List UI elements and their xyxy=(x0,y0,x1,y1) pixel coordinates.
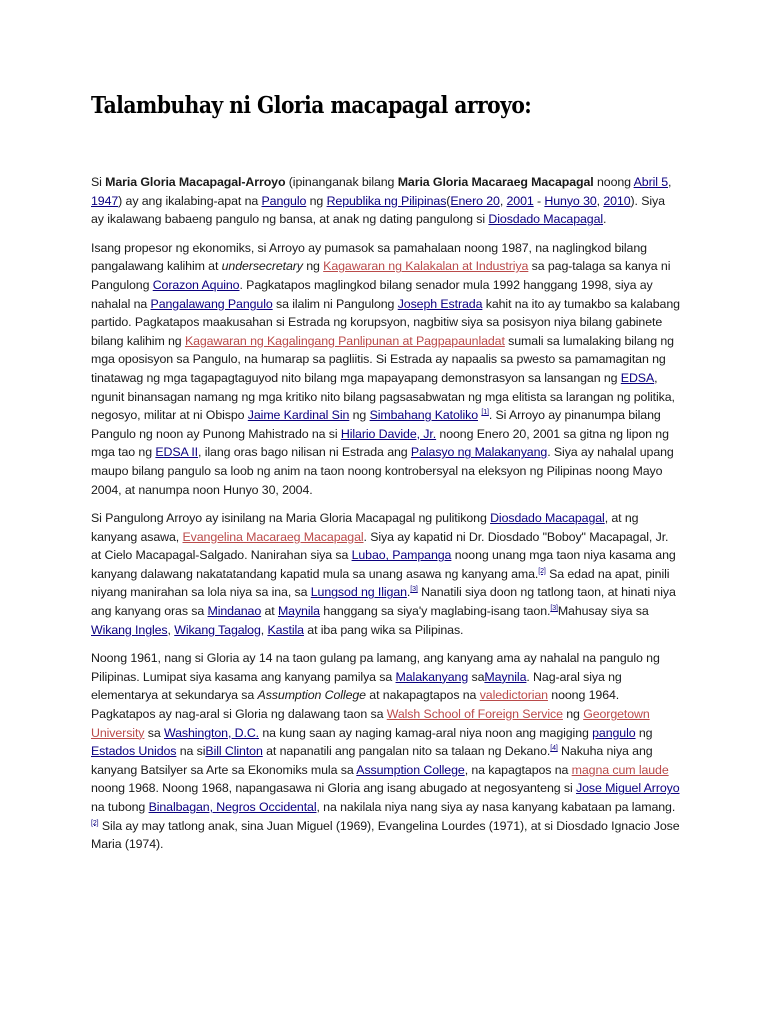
wiki-link[interactable]: Diosdado Macapagal xyxy=(490,511,605,526)
wiki-link[interactable]: Pangulo xyxy=(261,193,307,208)
wiki-redlink[interactable]: Kagawaran ng Kalakalan at Industriya xyxy=(323,259,529,274)
citation-link[interactable]: [3] xyxy=(410,586,418,594)
wiki-link[interactable]: Simbahang Katoliko xyxy=(369,408,478,423)
wiki-link[interactable]: Maynila xyxy=(277,604,320,619)
text-run: na tubong xyxy=(91,800,149,814)
text-run: ) ay ang ikalabing-apat na xyxy=(118,193,262,208)
citation-superscript xyxy=(550,745,557,752)
wiki-link[interactable]: Pangalawang Pangulo xyxy=(150,296,273,311)
text-run: ng xyxy=(635,725,653,740)
citation-link[interactable]: [1] xyxy=(481,409,489,416)
text-run: , na nakilala niya nang siya ay nasa kanyang kabataan pa lamang. xyxy=(316,800,676,814)
text-run: . Siya ay nahalal upang maupo bilang pangulo sa loob ng anim na taon noong kontrobersyal na eleksyon ng Pilipinas noong Mayo 2004, at nanumpa noon Hunyo 30, 2004. xyxy=(91,445,674,497)
wiki-link[interactable]: Washington, D.C. xyxy=(163,725,260,740)
wiki-link[interactable]: Bill Clinton xyxy=(205,744,263,759)
text-run: sumali sa lumalaking bilang ng mga oposisyon sa Pangulo, na humarap sa pagliitis. Si Estrada ay napaalis sa pwesto sa pamamagitan ng tinatawag ng mga tagapagtaguyod nito bilang mga mapayapang demonstrasyon sa lansangan ng xyxy=(91,333,674,385)
text-run: Mahusay siya sa xyxy=(557,604,649,619)
text-run: noong unang mga taon niya kasama ang kanyang dalawang nakatatandang kapatid mula sa unang asawa ng kanyang ama. xyxy=(91,548,676,581)
citation-link[interactable]: [4] xyxy=(550,745,558,753)
wiki-link[interactable]: Enero 20 xyxy=(450,193,500,208)
wiki-link[interactable]: Jose Miguel Arroyo xyxy=(575,781,680,796)
text-run: , at ng kanyang asawa, xyxy=(91,511,639,544)
wiki-link[interactable]: Jaime Kardinal Sin xyxy=(247,408,350,423)
wiki-link[interactable]: Wikang Tagalog xyxy=(174,622,261,637)
wiki-link[interactable]: Hilario Davide, Jr. xyxy=(340,426,437,441)
text-run: . Si Arroyo ay pinanumpa bilang Pangulo ng noon ay Punong Mahistrado na si xyxy=(91,408,661,441)
wiki-link[interactable]: Hunyo 30 xyxy=(544,193,597,208)
citation-superscript xyxy=(481,409,488,416)
text-run: Nanatili siya doon ng tatlong taon, at hinati niya ang kanyang oras sa xyxy=(91,585,676,619)
text-run: . Siya ay kapatid ni Dr. Diosdado "Boboy" Macapagal, Jr. at Cielo Macapagal-Salgado. Nanirahan siya sa xyxy=(91,529,669,563)
text-run: (ipinanganak bilang xyxy=(285,175,398,189)
text-run: at iba pang wika sa Pilipinas. xyxy=(303,622,464,637)
text-run: Si Pangulong Arroyo ay isinilang na Maria Gloria Macapagal ng pulitikong xyxy=(91,511,491,526)
text-run: at nakapagtapos na xyxy=(365,688,480,703)
text-run: ( xyxy=(446,193,451,208)
wiki-link[interactable]: Republika ng Pilipinas xyxy=(326,193,447,208)
text-run: na si xyxy=(176,744,206,759)
text-run: Sila ay may tatlong anak, sina Juan Miguel (1969), Evangelina Lourdes (1971), at si Diosdado Ignacio Jose Maria (1974). xyxy=(91,818,680,852)
wiki-link[interactable]: Mindanao xyxy=(207,604,262,619)
text-run: ). Siya ay ikalawang babaeng pangulo ng bansa, at anak ng dating pangulong si xyxy=(91,193,665,227)
citation-superscript xyxy=(550,605,557,612)
citation-link[interactable]: [2] xyxy=(91,819,99,827)
wiki-link[interactable]: Lubao, Pampanga xyxy=(351,548,452,563)
wiki-link[interactable]: EDSA xyxy=(620,370,655,385)
wiki-link[interactable]: Diosdado Macapagal xyxy=(488,212,604,227)
wiki-redlink[interactable]: Kagawaran ng Kagalingang Panlipunan at Pagpapaunladat xyxy=(184,333,505,348)
text-run: , xyxy=(260,622,268,637)
wiki-link[interactable]: Lungsod ng Iligan xyxy=(310,585,407,600)
wiki-link[interactable]: Binalbagan, Negros Occidental xyxy=(148,800,317,814)
text-run: . Pagkatapos maglingkod bilang senador mula 1992 hanggang 1998, siya ay nahalal na xyxy=(91,277,653,311)
text-run: . Nag-aral siya ng elementarya at sekundarya sa xyxy=(91,669,622,703)
paragraph-3 xyxy=(91,509,681,639)
text-run: kahit na ito ay tumakbo sa kalabang partido. Pagkatapos maakusahan si Estrada ng korupsyon, nagbitiw siya sa posisyon niya bilang gabinete bilang kalihim ng xyxy=(91,296,680,348)
wiki-redlink[interactable]: Georgetown University xyxy=(91,707,650,740)
article-body xyxy=(91,173,681,864)
wiki-link[interactable]: Estados Unidos xyxy=(91,744,177,759)
italic-text: undersecretary xyxy=(221,259,303,274)
wiki-redlink[interactable]: Walsh School of Foreign Service xyxy=(386,707,563,722)
wiki-link[interactable]: Abril 5 xyxy=(633,175,669,189)
text-run: , xyxy=(167,622,175,637)
text-run: ng xyxy=(302,259,324,274)
text-run: . xyxy=(406,585,411,600)
italic-text: Assumption College xyxy=(257,688,366,703)
text-run: ng xyxy=(349,408,370,423)
paragraph-4 xyxy=(91,649,681,854)
text-run: , ilang oras bago nilisan ni Estrada ang xyxy=(198,445,411,460)
paragraph-1 xyxy=(91,173,681,229)
text-run: , na kapagtapos na xyxy=(464,762,572,777)
citation-superscript xyxy=(410,586,417,593)
text-run: , xyxy=(499,193,507,208)
citation-superscript xyxy=(538,568,545,575)
wiki-link[interactable]: Wikang Ingles xyxy=(91,622,168,637)
wiki-link[interactable]: 2001 xyxy=(506,193,534,208)
text-run: Isang propesor ng ekonomiks, si Arroyo ay pumasok sa pamahalaan noong 1987, na naglingkod bilang pangalawang kalihim at xyxy=(91,240,647,274)
text-run: Si xyxy=(91,175,106,189)
text-run: Sa edad na apat, pinili niyang manirahan sa lola niya sa ina, sa xyxy=(91,566,670,600)
wiki-link[interactable]: 1947 xyxy=(91,193,119,208)
text-run: ng xyxy=(306,193,327,208)
text-run: sa ilalim ni Pangulong xyxy=(272,296,398,311)
text-run: sa xyxy=(144,725,164,740)
text-run: na kung saan ay naging kamag-aral niya noon ang magiging xyxy=(259,725,593,740)
bold-name: Maria Gloria Macapagal-Arroyo xyxy=(105,175,286,189)
bold-name: Maria Gloria Macaraeg Macapagal xyxy=(397,175,594,189)
text-run: at napanatili ang pangalan nito sa talaan ng Dekano. xyxy=(262,744,551,759)
text-run: hanggang sa siya'y maglabing-isang taon. xyxy=(319,604,551,619)
wiki-link[interactable]: Maynila xyxy=(484,669,527,684)
wiki-link[interactable]: Assumption College xyxy=(356,762,465,777)
text-run: Noong 1961, nang si Gloria ay 14 na taon gulang pa lamang, ang kanyang ama ay nahalal na pangulo ng Pilipinas. Lumipat siya kasama ang kanyang pamilya sa xyxy=(91,651,660,684)
page-title: Talambuhay ni Gloria macapagal arroyo: xyxy=(91,92,532,119)
wiki-link[interactable]: Joseph Estrada xyxy=(397,296,483,311)
citation-link[interactable]: [2] xyxy=(538,567,546,575)
text-run: . xyxy=(603,212,607,227)
text-run: Nakuha niya ang kanyang Batsilyer sa Arte sa Ekonomiks mula sa xyxy=(91,744,653,777)
text-run: noong 1964. Pagkatapos ay nag-aral si Gloria ng dalawang taon sa xyxy=(91,688,620,722)
text-run: at xyxy=(261,604,278,619)
wiki-link[interactable]: EDSA II xyxy=(155,445,199,460)
wiki-redlink[interactable]: magna cum laude xyxy=(571,762,669,777)
text-run: , xyxy=(596,193,604,208)
text-run: sa pag-talaga sa kanya ni Pangulong xyxy=(91,259,671,292)
text-run: ng xyxy=(562,707,584,722)
citation-link[interactable]: [3] xyxy=(550,604,558,612)
text-run: noong 1968. Noong 1968, napangasawa ni Gloria ang isang abugado at negosyanteng si xyxy=(91,781,576,796)
wiki-redlink[interactable]: valedictorian xyxy=(479,688,548,703)
text-run: , ngunit binansagan namang ng mga kritiko nito bilang pagsasabwatan ng mga elitista sa larangan ng politika, negosyo, militar at ni Obispo xyxy=(91,370,675,423)
text-run: , xyxy=(668,175,672,189)
wiki-link[interactable]: Kastila xyxy=(267,622,304,637)
wiki-link[interactable]: pangulo xyxy=(592,725,636,740)
paragraph-2 xyxy=(91,239,681,499)
text-run: - xyxy=(533,193,545,208)
wiki-link[interactable]: Palasyo ng Malakanyang xyxy=(410,445,548,460)
wiki-link[interactable]: Corazon Aquino xyxy=(152,277,240,292)
text-run: sa xyxy=(468,669,485,684)
text-run: noong xyxy=(593,175,634,189)
wiki-redlink[interactable]: Evangelina Macaraeg Macapagal xyxy=(182,529,364,544)
wiki-link[interactable]: 2010 xyxy=(603,193,631,208)
text-run: noong Enero 20, 2001 sa gitna ng lipon ng mga tao ng xyxy=(91,426,669,460)
wiki-link[interactable]: Malakanyang xyxy=(395,669,469,684)
